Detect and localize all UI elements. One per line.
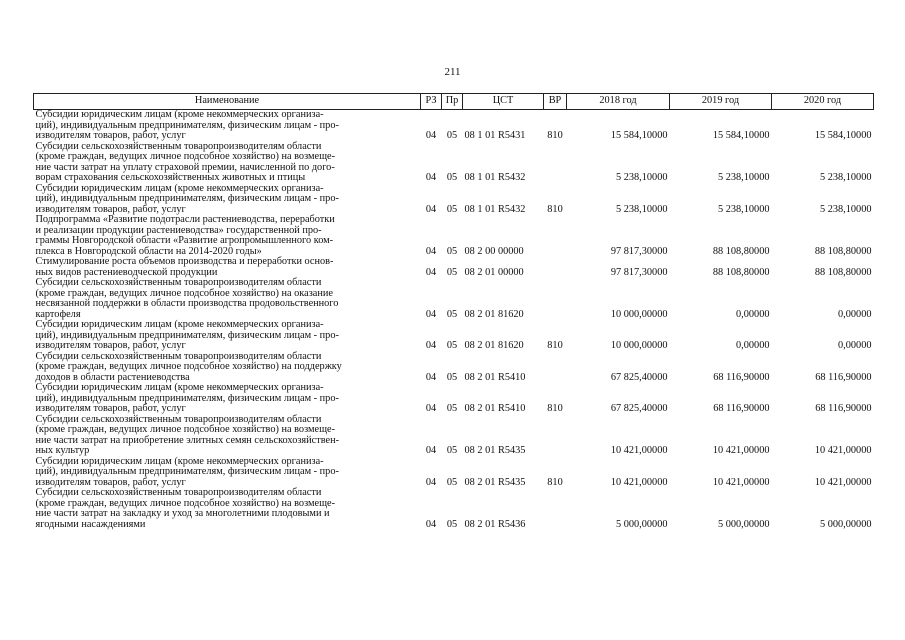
row-2018: 10 421,00000 bbox=[610, 445, 668, 456]
row-2018: 10 000,00000 bbox=[610, 308, 668, 320]
row-name-line: граммы Новгородской области «Развитие агропромышленного ком- bbox=[35, 235, 334, 246]
table-header-row bbox=[34, 94, 874, 110]
header-cst: ЦСТ bbox=[463, 94, 544, 110]
row-cst: 08 2 01 81620 bbox=[464, 308, 524, 320]
row-name-line: ягодными насаждениями bbox=[35, 518, 146, 530]
row-pr: 05 bbox=[446, 403, 458, 414]
table-row bbox=[34, 257, 874, 278]
row-pr: 05 bbox=[446, 445, 458, 456]
row-2020: 5 238,10000 bbox=[820, 203, 872, 215]
row-vr bbox=[544, 257, 567, 278]
row-name-line: ций), индивидуальным предпринимателям, физическим лицам - про- bbox=[35, 119, 339, 131]
row-rz: 04 bbox=[425, 245, 437, 257]
row-name bbox=[34, 383, 421, 415]
row-pr: 05 bbox=[446, 245, 458, 257]
row-2019: 0,00000 bbox=[736, 340, 770, 351]
row-name-line: изводителям товаров, работ, услуг bbox=[35, 476, 186, 488]
row-2018: 15 584,10000 bbox=[610, 130, 668, 141]
row-name-line: Субсидии сельскохозяйственным товаропроизводителям области bbox=[35, 350, 322, 362]
row-rz: 04 bbox=[425, 308, 437, 320]
row-name-line: ций), индивидуальным предпринимателям, физическим лицам - про- bbox=[35, 193, 339, 204]
row-name-line: ние части затрат на приобретение элитных семян сельскохозяйствен- bbox=[35, 434, 340, 446]
row-2020: 88 108,80000 bbox=[814, 245, 872, 257]
row-rz: 04 bbox=[425, 172, 437, 183]
row-2020: 10 421,00000 bbox=[814, 476, 872, 488]
row-vr: 810 bbox=[547, 403, 563, 414]
row-pr: 05 bbox=[446, 371, 458, 383]
row-pr: 05 bbox=[446, 266, 458, 278]
row-vr bbox=[544, 488, 567, 530]
row-pr: 05 bbox=[446, 203, 458, 215]
table-row bbox=[34, 352, 874, 384]
row-name-line: и реализации продукции растениеводства» государственной про- bbox=[35, 224, 322, 236]
row-name bbox=[34, 352, 421, 384]
table-row bbox=[34, 215, 874, 257]
row-cst: 08 2 01 R5436 bbox=[464, 518, 526, 530]
row-name-line: ворам страхования сельскохозяйственных животных и птицы bbox=[35, 172, 306, 183]
row-name-line: Субсидии юридическим лицам (кроме некоммерческих организа- bbox=[35, 455, 324, 467]
row-name-line: Стимулирование роста объемов производства и переработки основ- bbox=[35, 256, 334, 267]
row-name-line: ций), индивидуальным предпринимателям, физическим лицам - про- bbox=[35, 329, 339, 341]
header-name: Наименование bbox=[34, 94, 421, 110]
header-vr: ВР bbox=[544, 94, 567, 110]
row-rz: 04 bbox=[425, 371, 437, 383]
row-name-line: Субсидии сельскохозяйственным товаропроизводителям области bbox=[35, 413, 322, 425]
row-name-line: Субсидии юридическим лицам (кроме некоммерческих организа- bbox=[35, 182, 324, 194]
row-2019: 5 238,10000 bbox=[718, 203, 770, 215]
row-name bbox=[34, 415, 421, 457]
row-name-line: ных культур bbox=[35, 445, 90, 456]
row-2020: 68 116,90000 bbox=[815, 403, 872, 414]
table-body bbox=[34, 110, 874, 531]
row-rz: 04 bbox=[425, 476, 437, 488]
row-2018: 5 238,10000 bbox=[616, 172, 668, 183]
row-vr: 810 bbox=[547, 476, 563, 488]
row-rz: 04 bbox=[425, 266, 437, 278]
row-name-line: картофеля bbox=[35, 308, 81, 320]
row-cst: 08 2 01 R5435 bbox=[464, 476, 526, 488]
row-name-line: ние части затрат на закладку и уход за многолетними плодовыми и bbox=[35, 508, 330, 519]
table-row bbox=[34, 415, 874, 457]
row-name-line: Субсидии сельскохозяйственным товаропроизводителям области bbox=[35, 487, 322, 498]
row-name-line: ных видов растениеводческой продукции bbox=[35, 266, 218, 278]
row-pr: 05 bbox=[446, 130, 458, 141]
row-2018: 10 421,00000 bbox=[610, 476, 668, 488]
row-2019: 88 108,80000 bbox=[712, 245, 770, 257]
row-2020: 10 421,00000 bbox=[814, 445, 872, 456]
row-2018: 67 825,40000 bbox=[610, 403, 668, 414]
row-name-line: ций), индивидуальным предпринимателям, физическим лицам - про- bbox=[35, 392, 339, 404]
row-vr: 810 bbox=[547, 203, 563, 215]
row-rz: 04 bbox=[425, 130, 437, 141]
row-rz: 04 bbox=[425, 518, 437, 530]
row-2019: 15 584,10000 bbox=[712, 130, 770, 141]
table-row bbox=[34, 457, 874, 489]
row-name-line: несвязанной поддержки в области производства продовольственного bbox=[35, 298, 339, 309]
row-2019: 5 238,10000 bbox=[718, 172, 770, 183]
row-pr: 05 bbox=[446, 476, 458, 488]
row-name bbox=[34, 320, 421, 352]
row-cst: 08 2 01 R5410 bbox=[464, 403, 526, 414]
row-pr: 05 bbox=[446, 340, 458, 351]
row-name bbox=[34, 278, 421, 320]
row-name bbox=[34, 257, 421, 278]
row-2018: 5 238,10000 bbox=[616, 203, 668, 215]
row-2019: 68 116,90000 bbox=[713, 403, 770, 414]
row-pr: 05 bbox=[446, 518, 458, 530]
row-2018: 67 825,40000 bbox=[610, 371, 668, 383]
row-2018: 97 817,30000 bbox=[610, 266, 668, 278]
row-vr: 810 bbox=[547, 340, 563, 351]
row-cst: 08 2 01 R5435 bbox=[464, 445, 526, 456]
row-name-line: (кроме граждан, ведущих личное подсобное хозяйство) на возмеще- bbox=[35, 151, 336, 162]
row-2019: 88 108,80000 bbox=[712, 266, 770, 278]
row-name bbox=[34, 457, 421, 489]
row-name-line: Субсидии юридическим лицам (кроме некоммерческих организа- bbox=[35, 382, 324, 393]
row-2020: 5 238,10000 bbox=[820, 172, 872, 183]
row-vr bbox=[544, 352, 567, 384]
row-vr bbox=[544, 278, 567, 320]
row-vr: 810 bbox=[547, 130, 563, 141]
table-row bbox=[34, 110, 874, 142]
row-name bbox=[34, 110, 421, 142]
row-2018: 5 000,00000 bbox=[616, 518, 668, 530]
table-row bbox=[34, 184, 874, 216]
row-2019: 68 116,90000 bbox=[713, 371, 770, 383]
row-rz: 04 bbox=[425, 203, 437, 215]
table-row bbox=[34, 278, 874, 320]
row-2020: 0,00000 bbox=[838, 308, 872, 320]
row-vr bbox=[544, 415, 567, 457]
row-vr bbox=[544, 142, 567, 184]
row-2019: 0,00000 bbox=[736, 308, 770, 320]
table-row bbox=[34, 142, 874, 184]
row-name-line: ние части затрат на уплату страховой премии, начисленной по дого- bbox=[35, 161, 335, 173]
row-name-line: изводителям товаров, работ, услуг bbox=[35, 340, 186, 351]
row-cst: 08 1 01 R5431 bbox=[464, 130, 526, 141]
row-name-line: Подпрограмма «Развитие подотрасли растениеводства, переработки bbox=[35, 214, 335, 225]
header-2019: 2019 год bbox=[670, 94, 772, 110]
row-vr bbox=[544, 215, 567, 257]
row-cst: 08 2 01 00000 bbox=[464, 266, 524, 278]
row-name bbox=[34, 142, 421, 184]
row-rz: 04 bbox=[425, 445, 437, 456]
header-rz: РЗ bbox=[421, 94, 442, 110]
row-2020: 5 000,00000 bbox=[820, 518, 872, 530]
row-2020: 68 116,90000 bbox=[815, 371, 872, 383]
table-row bbox=[34, 383, 874, 415]
row-2018: 10 000,00000 bbox=[610, 340, 668, 351]
table-row bbox=[34, 488, 874, 530]
header-pr: Пр bbox=[442, 94, 463, 110]
header-2020: 2020 год bbox=[772, 94, 874, 110]
row-name-line: Субсидии юридическим лицам (кроме некоммерческих организа- bbox=[35, 319, 324, 330]
row-pr: 05 bbox=[446, 172, 458, 183]
row-cst: 08 2 01 R5410 bbox=[464, 371, 526, 383]
row-name-line: (кроме граждан, ведущих личное подсобное хозяйство) на возмеще- bbox=[35, 424, 336, 435]
row-name-line: ций), индивидуальным предпринимателям, физическим лицам - про- bbox=[35, 466, 339, 477]
row-cst: 08 2 00 00000 bbox=[464, 245, 524, 257]
row-2020: 0,00000 bbox=[838, 340, 872, 351]
row-name-line: изводителям товаров, работ, услуг bbox=[35, 403, 186, 414]
row-cst: 08 1 01 R5432 bbox=[464, 172, 526, 183]
page-number: 211 bbox=[444, 66, 461, 78]
row-name-line: (кроме граждан, ведущих личное подсобное хозяйство) на возмеще- bbox=[35, 497, 336, 509]
row-name-line: Субсидии сельскохозяйственным товаропроизводителям области bbox=[35, 277, 322, 288]
row-2019: 5 000,00000 bbox=[718, 518, 770, 530]
header-2018: 2018 год bbox=[567, 94, 670, 110]
row-2019: 10 421,00000 bbox=[712, 476, 770, 488]
row-name-line: (кроме граждан, ведущих личное подсобное хозяйство) на поддержку bbox=[35, 361, 342, 372]
row-name-line: Субсидии сельскохозяйственным товаропроизводителям области bbox=[35, 140, 322, 152]
budget-table bbox=[33, 93, 874, 530]
row-rz: 04 bbox=[425, 340, 437, 351]
row-name-line: изводителям товаров, работ, услуг bbox=[35, 203, 186, 215]
row-2020: 15 584,10000 bbox=[814, 130, 872, 141]
row-name bbox=[34, 215, 421, 257]
row-name-line: доходов в области растениеводства bbox=[35, 371, 190, 383]
row-2018: 97 817,30000 bbox=[610, 245, 668, 257]
row-cst: 08 1 01 R5432 bbox=[464, 203, 526, 215]
row-name bbox=[34, 488, 421, 530]
row-name-line: Субсидии юридическим лицам (кроме некоммерческих организа- bbox=[35, 109, 324, 120]
row-name bbox=[34, 184, 421, 216]
table-row bbox=[34, 320, 874, 352]
row-2020: 88 108,80000 bbox=[814, 266, 872, 278]
row-name-line: (кроме граждан, ведущих личное подсобное хозяйство) на оказание bbox=[35, 287, 333, 299]
row-pr: 05 bbox=[446, 308, 458, 320]
row-name-line: плекса в Новгородской области на 2014-2020 годы» bbox=[35, 245, 262, 257]
row-cst: 08 2 01 81620 bbox=[464, 340, 524, 351]
row-2019: 10 421,00000 bbox=[712, 445, 770, 456]
row-rz: 04 bbox=[425, 403, 437, 414]
row-name-line: изводителям товаров, работ, услуг bbox=[35, 130, 186, 141]
